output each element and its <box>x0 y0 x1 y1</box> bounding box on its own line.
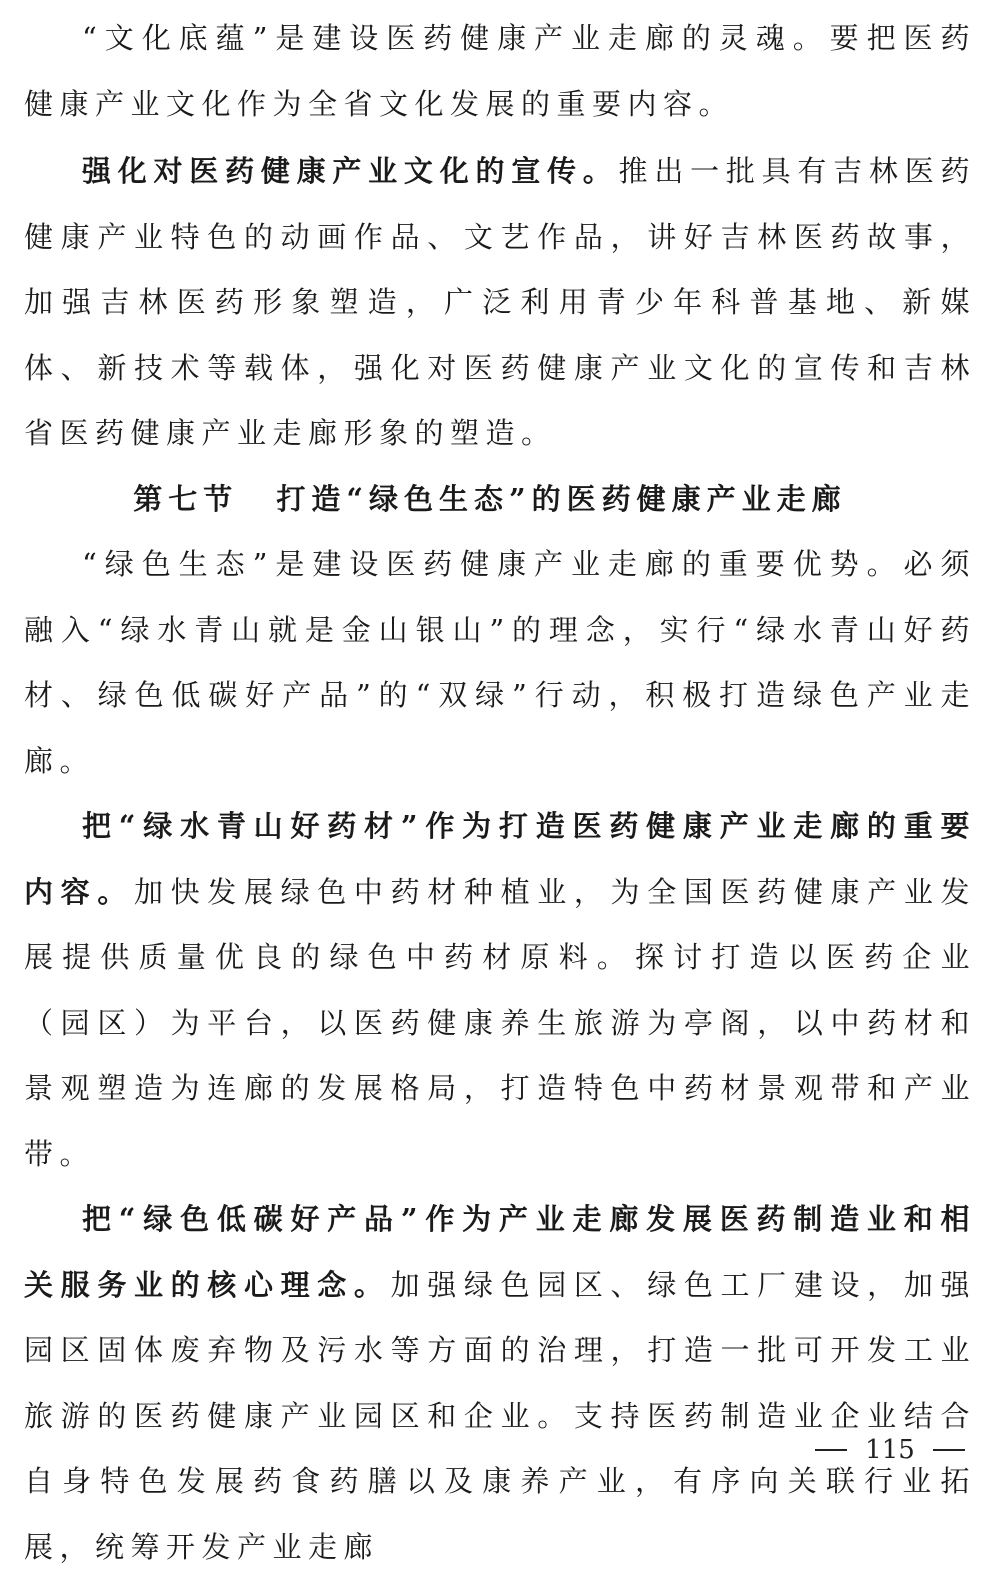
page-number: 115 <box>865 1435 915 1465</box>
section-number: 第七节 <box>133 481 239 516</box>
paragraph-green-herbs <box>24 794 976 1187</box>
section-heading <box>24 467 976 533</box>
paragraph-text: 加强绿色园区、绿色工厂建设，加强园区固体废弃物及污水等方面的治理，打造一批可开发工业旅游的医药健康产业园区和企业。支持医药制造业企业结合自身特色发展药食药膳以及康养产业，有序向关联行业拓展，统筹开发产业走廊 <box>24 1267 976 1564</box>
section-title: 打造“绿色生态”的医药健康产业走廊 <box>276 481 847 516</box>
paragraph-culture-promotion <box>24 139 976 467</box>
page-footer <box>810 1430 970 1470</box>
paragraph-green-ecology <box>24 532 976 794</box>
paragraph-cultural-heritage <box>24 6 976 137</box>
footer-dash-left <box>815 1449 847 1451</box>
paragraph-text: 推出一批具有吉林医药健康产业特色的动画作品、文艺作品，讲好吉林医药故事，加强吉林医药形象塑造，广泛利用青少年科普基地、新媒体、新技术等载体，强化对医药健康产业文化的宣传和吉林省医药健康产业走廊形象的塑造。 <box>24 154 976 450</box>
paragraph-lead: 把“绿水青山好药材”作为打造医药健康产业走廊的重要内容。 <box>24 809 976 909</box>
paragraph-low-carbon-products <box>24 1187 976 1580</box>
footer-dash-right <box>933 1449 965 1451</box>
paragraph-lead: 强化对医药健康产业文化的宣传。 <box>82 154 619 188</box>
paragraph-lead: 把“绿色低碳好产品”作为产业走廊发展医药制造业和相关服务业的核心理念。 <box>24 1202 976 1302</box>
paragraph-text: “绿色生态”是建设医药健康产业走廊的重要优势。必须融入“绿水青山就是金山银山”的理念，实行“绿水青山好药材、绿色低碳好产品”的“双绿”行动，积极打造绿色产业走廊。 <box>24 547 976 778</box>
paragraph-text: 加快发展绿色中药材种植业，为全国医药健康产业发展提供质量优良的绿色中药材原料。探讨打造以医药企业（园区）为平台，以医药健康养生旅游为亭阁，以中药材和景观塑造为连廊的发展格局，打造特色中药材景观带和产业带。 <box>24 874 976 1171</box>
document-page <box>24 6 976 1580</box>
paragraph-text: “文化底蕴”是建设医药健康产业走廊的灵魂。要把医药健康产业文化作为全省文化发展的重要内容。 <box>24 21 976 121</box>
